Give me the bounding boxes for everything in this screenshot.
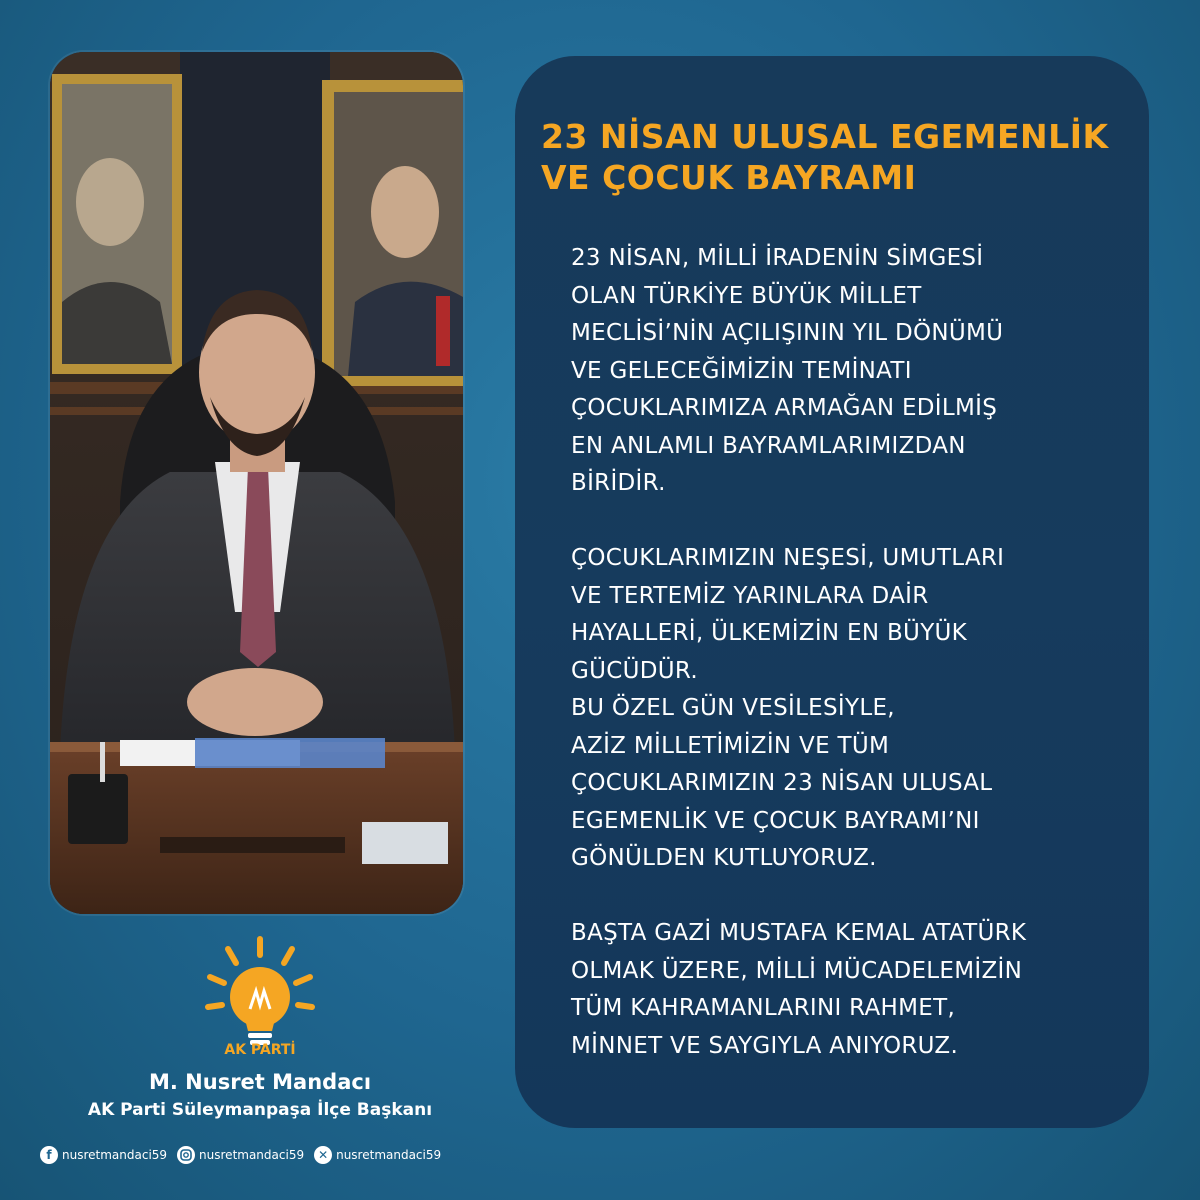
body-line: TÜM KAHRAMANLARINI RAHMET, (571, 995, 956, 1021)
body-line: GÜCÜDÜR. (571, 657, 698, 684)
title-line-2: VE ÇOCUK BAYRAMI (541, 158, 917, 197)
social-facebook[interactable] (40, 1146, 167, 1164)
body-line: MİNNET VE SAYGIYLA ANIYORUZ. (571, 1032, 959, 1059)
body-line: EGEMENLİK VE ÇOCUK BAYRAMI’NI (571, 807, 980, 834)
body-line: AZİZ MİLLETİMİZİN VE TÜM (571, 732, 890, 759)
social-handle: nusretmandaci59 (62, 1148, 168, 1162)
portrait-illustration (50, 52, 463, 914)
body-line: MECLİSİ’NİN AÇILIŞININ YIL DÖNÜMÜ (571, 320, 1004, 346)
instagram-icon (177, 1146, 195, 1164)
title-line-1: 23 NİSAN ULUSAL EGEMENLİK (541, 117, 1109, 156)
body-line: VE TERTEMİZ YARINLARA DAİR (571, 582, 929, 609)
body-line: HAYALLERİ, ÜLKEMİZİN EN BÜYÜK (571, 620, 968, 646)
body-line: ÇOCUKLARIMIZA ARMAĞAN EDİLMİŞ (571, 395, 998, 421)
body-line: OLAN TÜRKİYE BÜYÜK MİLLET (571, 282, 922, 309)
social-handle: nusretmandaci59 (336, 1148, 442, 1162)
page-title (541, 116, 1161, 198)
portrait-photo (50, 52, 463, 914)
body-line: EN ANLAMLI BAYRAMLARIMIZDAN (571, 432, 966, 459)
body-line: OLMAK ÜZERE, MİLLİ MÜCADELEMİZİN (571, 957, 1023, 984)
body-line: VE GELECEĞİMİZİN TEMİNATI (571, 357, 912, 384)
body-line: ÇOCUKLARIMIZIN 23 NİSAN ULUSAL (571, 770, 993, 796)
facebook-icon: f (40, 1146, 58, 1164)
person-role: AK Parti Süleymanpaşa İlçe Başkanı (87, 1100, 433, 1120)
body-line: GÖNÜLDEN KUTLUYORUZ. (571, 845, 877, 871)
paragraph-1 (571, 240, 1151, 503)
body-line: BAŞTA GAZİ MUSTAFA KEMAL ATATÜRK (571, 920, 1027, 946)
body-line: BİRİDİR. (571, 470, 666, 496)
body-line: ÇOCUKLARIMIZIN NEŞESİ, UMUTLARI (571, 545, 1005, 571)
body-line: BU ÖZEL GÜN VESİLESİYLE, (571, 695, 895, 721)
logo-text: AK PARTİ (224, 1042, 296, 1058)
paragraph-2 (571, 540, 1151, 878)
x-icon: ✕ (314, 1146, 332, 1164)
social-instagram[interactable] (177, 1146, 304, 1164)
paragraph-3 (571, 915, 1151, 1065)
body-line: 23 NİSAN, MİLLİ İRADENİN SİMGESİ (571, 245, 984, 271)
person-name: M. Nusret Mandacı (148, 1070, 372, 1094)
social-links (40, 1144, 441, 1166)
social-handle: nusretmandaci59 (199, 1148, 305, 1162)
message-body (571, 240, 1151, 1065)
social-x[interactable] (314, 1146, 441, 1164)
